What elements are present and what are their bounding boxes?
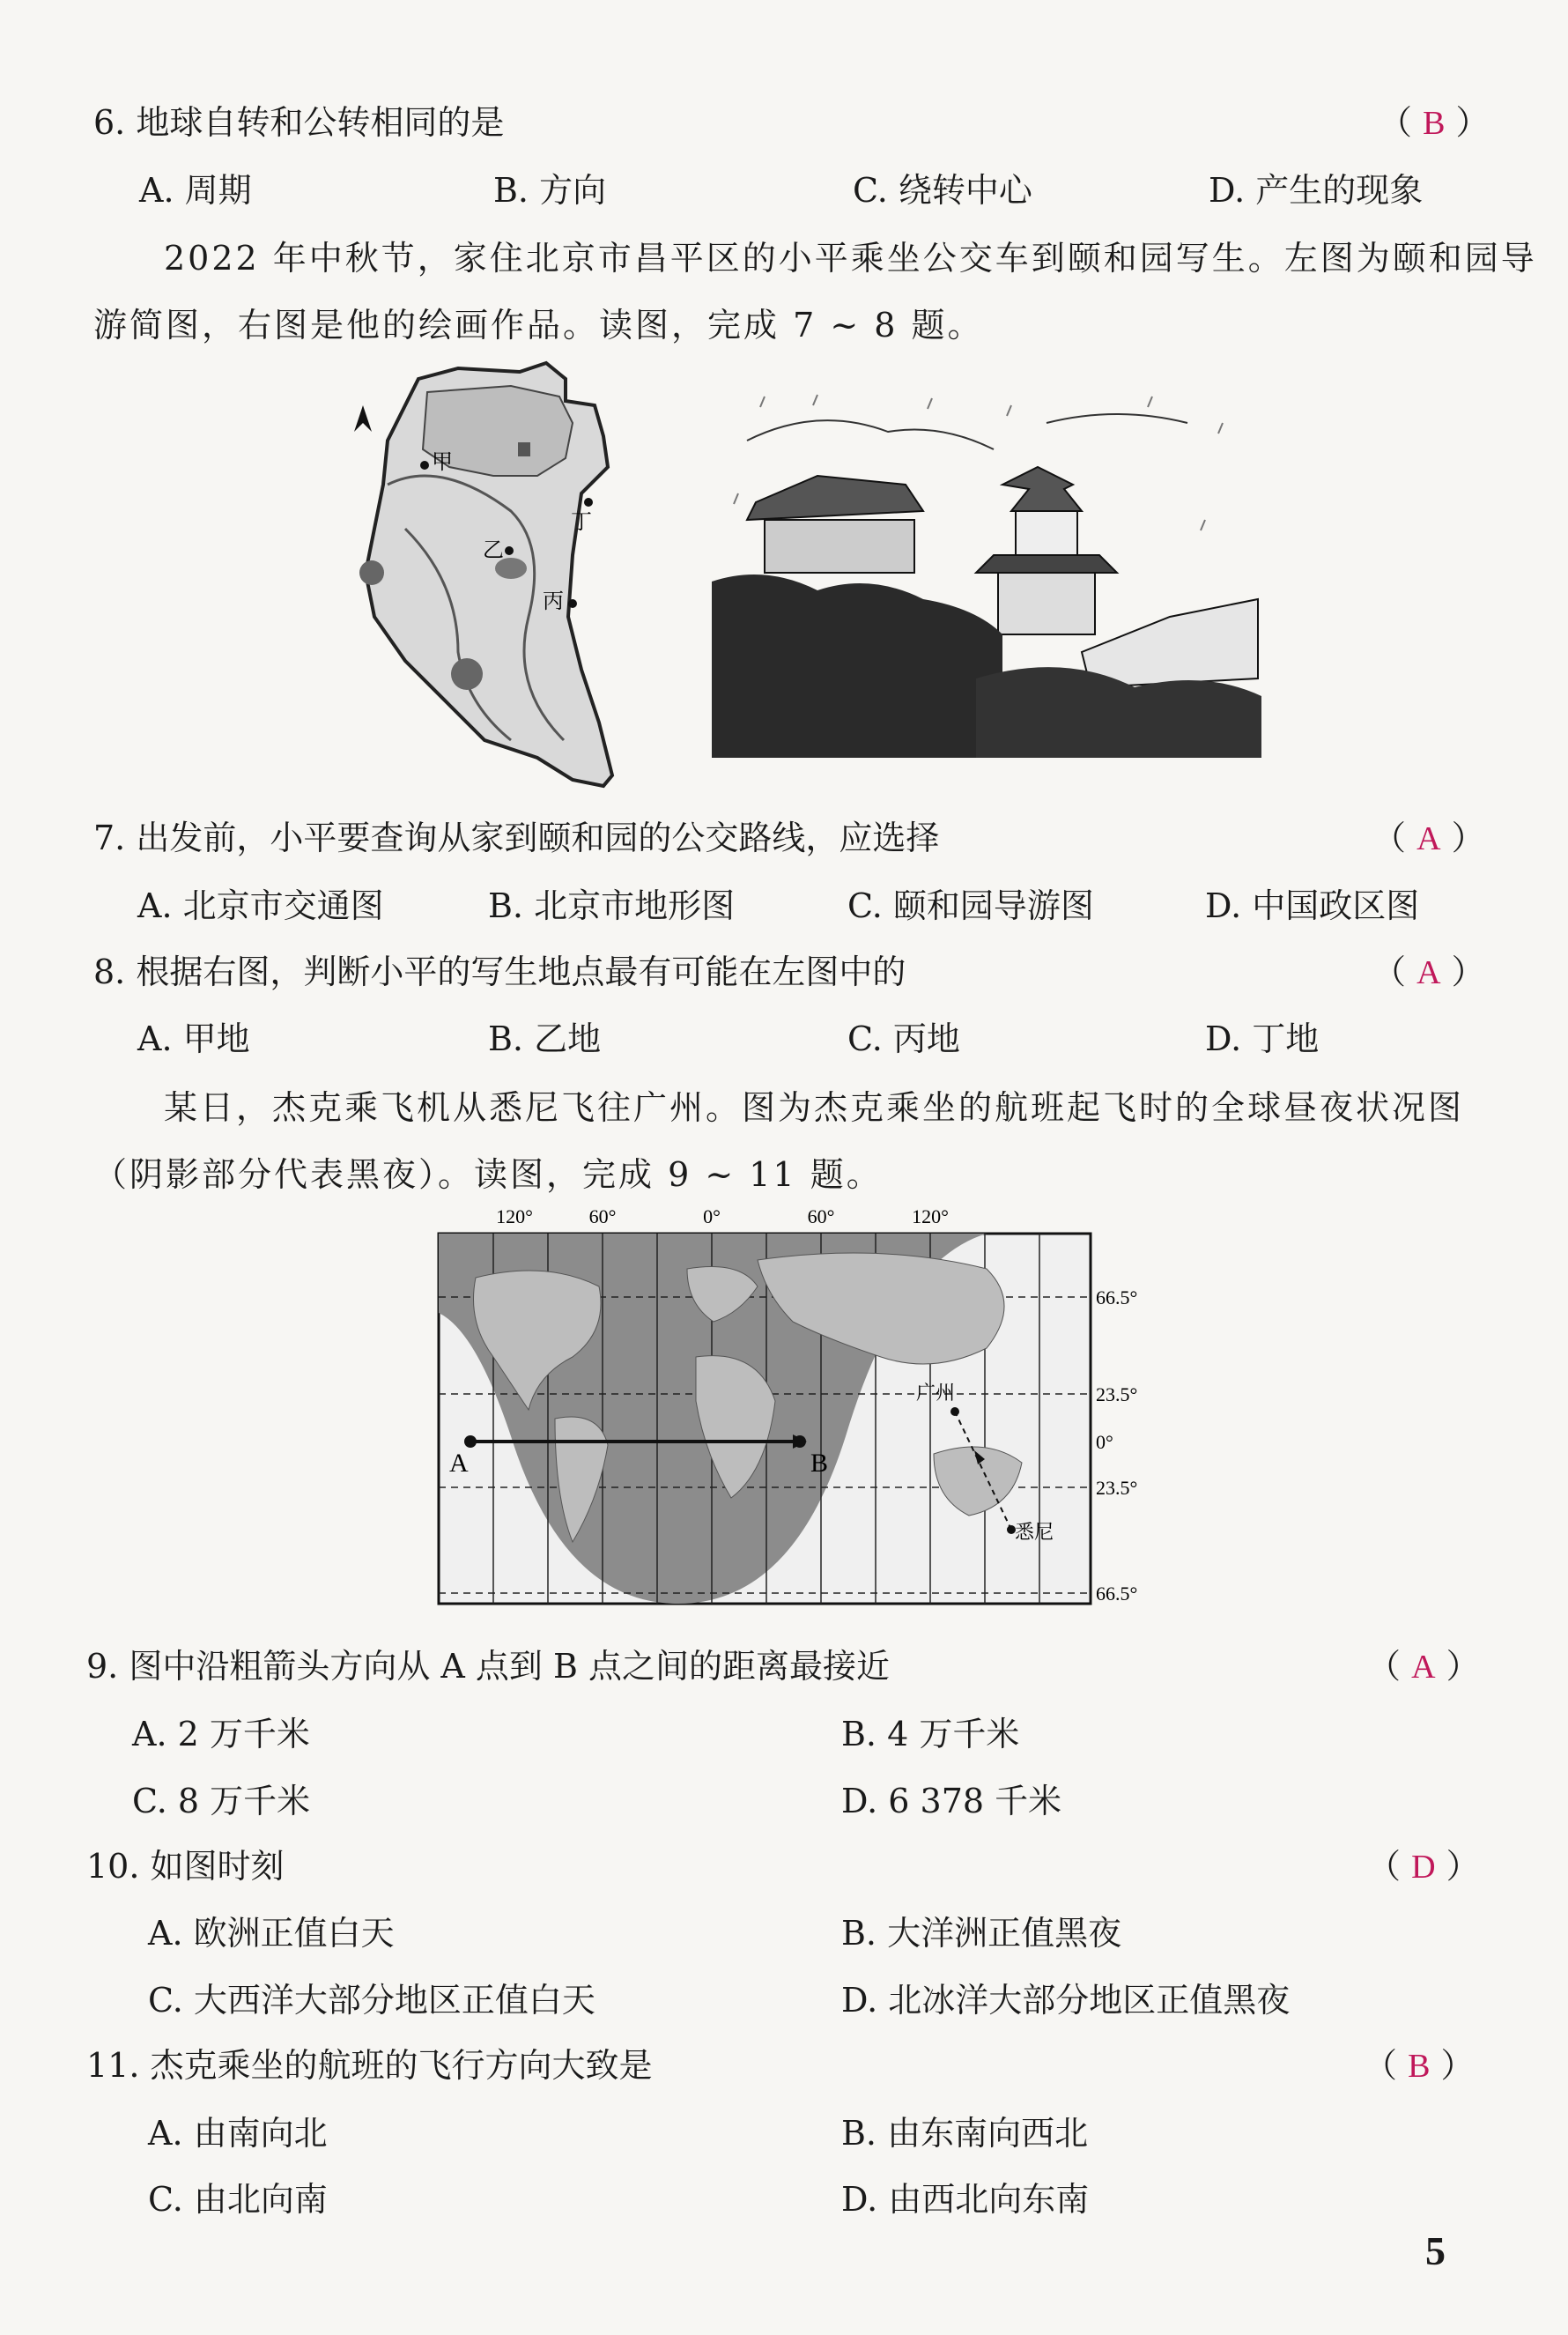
lat-label-66s: 66.5° bbox=[1096, 1583, 1138, 1605]
lon-label-120w: 120° bbox=[496, 1207, 533, 1227]
lon-label-0: 0° bbox=[703, 1207, 721, 1227]
question-11-option-a: A. 由南向北 bbox=[148, 2114, 328, 2153]
question-9-option-a: A. 2 万千米 bbox=[132, 1715, 310, 1753]
question-10-option-a: A. 欧洲正值白天 bbox=[148, 1914, 395, 1953]
page-number: 5 bbox=[1425, 2228, 1446, 2273]
question-6-option-b: B. 方向 bbox=[493, 171, 607, 210]
pavilion-body bbox=[1016, 511, 1077, 555]
point-ding bbox=[584, 498, 593, 507]
question-11-option-b: B. 由东南向西北 bbox=[841, 2114, 1089, 2153]
label-yi: 乙 bbox=[483, 539, 504, 562]
question-11-option-c: C. 由北向南 bbox=[148, 2180, 328, 2219]
question-7-answer-letter: A bbox=[1416, 820, 1441, 857]
lat-label-0: 0° bbox=[1096, 1431, 1113, 1453]
summer-palace-map bbox=[335, 352, 678, 793]
north-arrow-icon bbox=[354, 405, 372, 432]
lat-label-23n: 23.5° bbox=[1096, 1383, 1138, 1405]
question-8-option-d: D. 丁地 bbox=[1205, 1019, 1320, 1058]
question-8-option-a: A. 甲地 bbox=[137, 1019, 250, 1058]
question-6-stem: 6. 地球自转和公转相同的是 bbox=[93, 103, 505, 142]
cloud-stroke bbox=[747, 420, 994, 449]
point-a bbox=[464, 1435, 477, 1448]
question-7-option-a: A. 北京市交通图 bbox=[137, 886, 384, 925]
lon-label-120e: 120° bbox=[912, 1207, 949, 1227]
question-10-option-d: D. 北冰洋大部分地区正值黑夜 bbox=[841, 1981, 1291, 2020]
sketch-painting bbox=[712, 388, 1261, 758]
label-point-a: A bbox=[449, 1449, 469, 1478]
question-10-option-b: B. 大洋洲正值黑夜 bbox=[841, 1914, 1122, 1953]
question-6-option-a: A. 周期 bbox=[139, 171, 252, 210]
question-9-stem: 9. 图中沿粗箭头方向从 A 点到 B 点之间的距离最接近 bbox=[86, 1647, 891, 1686]
question-9-option-b: B. 4 万千米 bbox=[841, 1715, 1020, 1753]
question-7-option-b: B. 北京市地形图 bbox=[488, 886, 736, 925]
question-6-answer-letter: B bbox=[1423, 105, 1446, 142]
question-6-answer: （ B ） bbox=[1379, 103, 1490, 142]
passage-1-line-2: 游简图，右图是他的绘画作品。读图，完成 7 ~ 8 题。 bbox=[93, 306, 984, 345]
question-11-answer-letter: B bbox=[1408, 2048, 1431, 2085]
question-10-option-c: C. 大西洋大部分地区正值白天 bbox=[148, 1981, 595, 2020]
pavilion-roof-lower bbox=[976, 555, 1117, 573]
question-6-option-d: D. 产生的现象 bbox=[1209, 171, 1424, 210]
left-hall-roof bbox=[747, 476, 923, 520]
tree-mass-left bbox=[712, 574, 1002, 758]
pavilion-base bbox=[998, 573, 1095, 634]
label-bing: 丙 bbox=[543, 590, 564, 613]
question-8-answer: （ A ） bbox=[1372, 953, 1485, 991]
label-ding: 丁 bbox=[571, 511, 592, 534]
question-10-answer: （ D ） bbox=[1367, 1847, 1480, 1886]
question-7-answer: （ A ） bbox=[1372, 819, 1485, 857]
question-9-option-d: D. 6 378 千米 bbox=[841, 1782, 1062, 1820]
lon-label-60e: 60° bbox=[807, 1207, 835, 1227]
left-hall-body bbox=[765, 520, 914, 573]
passage-1-line-1: 2022 年中秋节，家住北京市昌平区的小平乘坐公交车到颐和园写生。左图为颐和园导 bbox=[164, 239, 1537, 278]
question-9-answer: （ A ） bbox=[1367, 1647, 1480, 1686]
terrace-wall bbox=[1082, 599, 1258, 687]
west-islet bbox=[359, 560, 384, 585]
question-11-option-d: D. 由西北向东南 bbox=[841, 2180, 1090, 2219]
label-jia: 甲 bbox=[432, 451, 453, 474]
cloud-stroke-2 bbox=[1047, 414, 1187, 423]
label-sydney: 悉尼 bbox=[1015, 1521, 1054, 1543]
question-10-stem: 10. 如图时刻 bbox=[86, 1847, 285, 1886]
point-jia bbox=[420, 461, 429, 470]
question-9-answer-letter: A bbox=[1411, 1649, 1436, 1686]
question-6-option-c: C. 绕转中心 bbox=[853, 171, 1032, 210]
question-7-stem: 7. 出发前，小平要查询从家到颐和园的公交路线，应选择 bbox=[93, 819, 940, 857]
question-11-answer: （ B ） bbox=[1364, 2046, 1475, 2085]
label-point-b: B bbox=[810, 1449, 829, 1478]
lon-label-60w: 60° bbox=[588, 1207, 617, 1227]
question-7-option-d: D. 中国政区图 bbox=[1205, 886, 1420, 925]
point-bing bbox=[568, 599, 577, 608]
palace-building bbox=[518, 442, 530, 456]
point-b bbox=[794, 1435, 806, 1448]
south-islet bbox=[451, 658, 483, 690]
label-guangzhou: 广州 bbox=[916, 1382, 956, 1404]
question-9-option-c: C. 8 万千米 bbox=[132, 1782, 311, 1820]
passage-2-line-1: 某日，杰克乘飞机从悉尼飞往广州。图为杰克乘坐的航班起飞时的全球昼夜状况图 bbox=[164, 1088, 1465, 1127]
lat-label-66n: 66.5° bbox=[1096, 1286, 1138, 1308]
question-8-option-b: B. 乙地 bbox=[488, 1019, 602, 1058]
question-7-option-c: C. 颐和园导游图 bbox=[847, 886, 1094, 925]
pavilion-roof-top bbox=[1002, 467, 1082, 511]
question-8-stem: 8. 根据右图，判断小平的写生地点最有可能在左图中的 bbox=[93, 953, 906, 991]
question-10-answer-letter: D bbox=[1411, 1849, 1436, 1886]
passage-2-line-2: （阴影部分代表黑夜）。读图，完成 9 ~ 11 题。 bbox=[93, 1155, 883, 1194]
question-8-option-c: C. 丙地 bbox=[847, 1019, 960, 1058]
lat-label-23s: 23.5° bbox=[1096, 1477, 1138, 1499]
question-8-answer-letter: A bbox=[1416, 954, 1441, 991]
day-night-world-map bbox=[423, 1207, 1163, 1612]
question-11-stem: 11. 杰克乘坐的航班的飞行方向大致是 bbox=[86, 2046, 653, 2085]
point-yi bbox=[505, 546, 514, 555]
